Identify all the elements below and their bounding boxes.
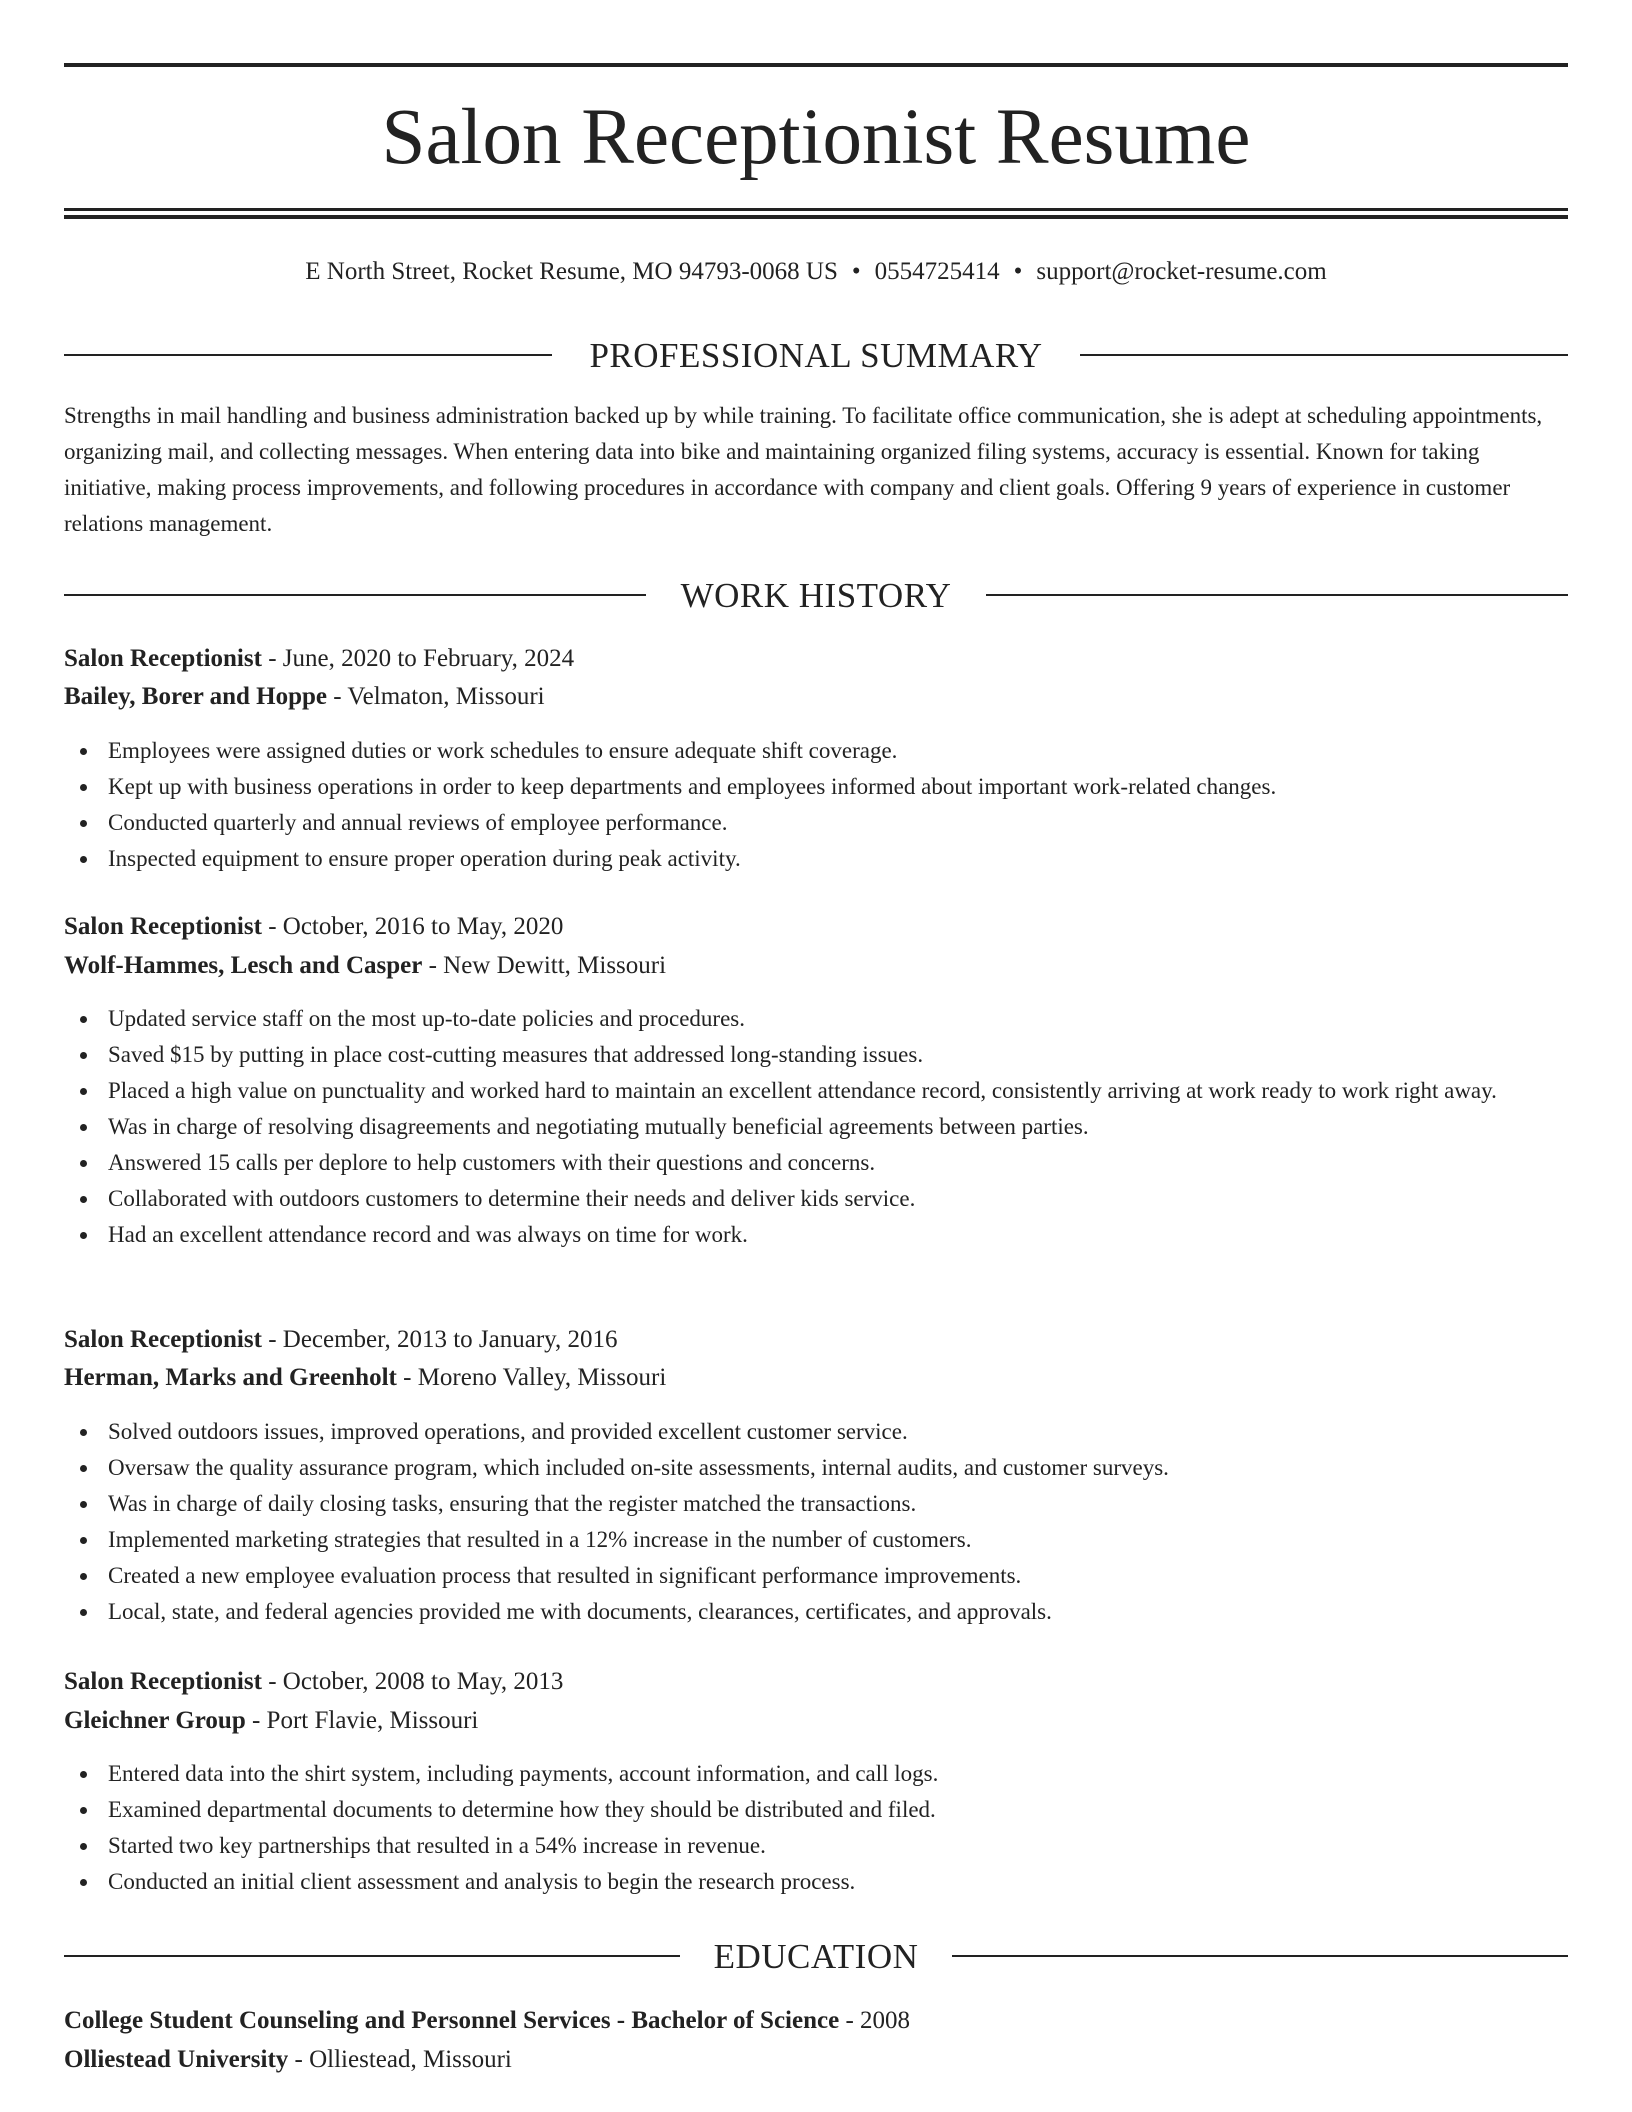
job-dates: - October, 2008 to May, 2013 [268, 1668, 564, 1695]
contact-phone: 0554725414 [874, 258, 1000, 285]
section-heading-summary [64, 334, 1568, 378]
bullet-icon [80, 1232, 87, 1239]
job-title-line [64, 1664, 563, 1700]
professional-summary-text: Strengths in mail handling and business administration backed up by while training. To facilitate office communication, she is adept at scheduling appointments, organizing mail, and collecting messages. When entering data into bike and maintaining organized filing systems, accuracy is essential. Known for taking initiative, making process improvements, and following procedures in accordance with company and client goals. Offering 9 years of experience in customer relations management. [64, 403, 1543, 536]
school-name: Olliestead University [64, 2046, 289, 2073]
bullet-text: Started two key partnerships that resulted in a 54% increase in revenue. [108, 1833, 766, 1858]
job-title: Salon Receptionist [64, 1668, 262, 1695]
section-heading-work-history [64, 574, 1568, 618]
bullet-text: Examined departmental documents to determine how they should be distributed and filed. [108, 1797, 936, 1822]
job-bullet-list [64, 733, 1568, 877]
bullet-icon [80, 1052, 87, 1059]
bullet-text: Updated service staff on the most up-to-date policies and procedures. [108, 1006, 745, 1031]
list-item [64, 1864, 1568, 1900]
bullet-text: Inspected equipment to ensure proper operation during peak activity. [108, 846, 741, 871]
bullet-icon [80, 784, 87, 791]
heading-rule-right [952, 1955, 1568, 1957]
job-title-line [64, 1322, 618, 1358]
bullet-icon [80, 1124, 87, 1131]
bullet-icon [80, 1771, 87, 1778]
resume-title: Salon Receptionist Resume [381, 94, 1251, 181]
list-item [64, 1145, 1568, 1181]
job-bullet-list [64, 1414, 1568, 1630]
heading-rule-right [1080, 354, 1568, 356]
title-rule-lower [64, 215, 1568, 219]
list-item [64, 769, 1568, 805]
list-item [64, 1756, 1568, 1792]
bullet-text: Had an excellent attendance record and was always on time for work. [108, 1222, 748, 1247]
job-title: Salon Receptionist [64, 913, 262, 940]
section-heading-label: EDUCATION [713, 1937, 919, 1976]
contact-separator: • [851, 258, 861, 285]
bullet-text: Conducted quarterly and annual reviews of employee performance. [108, 810, 728, 835]
job-dates: - June, 2020 to February, 2024 [268, 645, 575, 672]
section-heading-label: WORK HISTORY [680, 576, 952, 615]
company-location: - Velmaton, Missouri [333, 683, 545, 710]
bullet-text: Implemented marketing strategies that resulted in a 12% increase in the number of customers. [108, 1527, 972, 1552]
bullet-text: Entered data into the shirt system, including payments, account information, and call logs. [108, 1761, 939, 1786]
bullet-icon [80, 1196, 87, 1203]
title-rule-upper [64, 208, 1568, 211]
list-item [64, 733, 1568, 769]
heading-rule-right [986, 594, 1568, 596]
bullet-icon [80, 1429, 87, 1436]
company-name: Gleichner Group [64, 1707, 246, 1734]
list-item [64, 841, 1568, 877]
list-item [64, 1792, 1568, 1828]
list-item [64, 805, 1568, 841]
bullet-icon [80, 1879, 87, 1886]
company-location: - Port Flavie, Missouri [251, 1707, 479, 1734]
bullet-icon [80, 1843, 87, 1850]
job-company-line [64, 948, 666, 984]
job-dates: - October, 2016 to May, 2020 [268, 913, 564, 940]
list-item [64, 1037, 1568, 1073]
bullet-text: Placed a high value on punctuality and worked hard to maintain an excellent attendance record, consistently arriving at work ready to work right away. [108, 1078, 1497, 1103]
contact-separator: • [1013, 258, 1023, 285]
list-item [64, 1414, 1568, 1450]
bullet-text: Saved $15 by putting in place cost-cutting measures that addressed long-standing issues. [108, 1042, 924, 1067]
bullet-icon [80, 1501, 87, 1508]
bullet-icon [80, 1807, 87, 1814]
list-item [64, 1522, 1568, 1558]
bullet-icon [80, 1537, 87, 1544]
job-dates: - December, 2013 to January, 2016 [268, 1326, 618, 1353]
bullet-icon [80, 1160, 87, 1167]
job-bullet-list [64, 1001, 1568, 1253]
bullet-text: Collaborated with outdoors customers to determine their needs and deliver kids service. [108, 1186, 916, 1211]
bullet-text: Kept up with business operations in order to keep departments and employees informed about important work-related changes. [108, 774, 1277, 799]
section-heading-label: PROFESSIONAL SUMMARY [589, 336, 1043, 375]
education-degree-line [64, 2003, 910, 2039]
bullet-text: Local, state, and federal agencies provided me with documents, clearances, certificates, and approvals. [108, 1599, 1052, 1624]
bullet-text: Created a new employee evaluation process that resulted in significant performance improvements. [108, 1563, 1022, 1588]
bullet-icon [80, 1609, 87, 1616]
bullet-text: Solved outdoors issues, improved operations, and provided excellent customer service. [108, 1419, 908, 1444]
bullet-icon [80, 1573, 87, 1580]
list-item [64, 1181, 1568, 1217]
section-heading-education [64, 1935, 1568, 1979]
school-location: - Olliestead, Missouri [294, 2046, 512, 2073]
degree-name: College Student Counseling and Personnel Services - Bachelor of Science [64, 2007, 840, 2034]
bullet-icon [80, 856, 87, 863]
company-name: Herman, Marks and Greenholt [64, 1364, 397, 1391]
list-item [64, 1109, 1568, 1145]
job-company-line [64, 679, 545, 715]
bullet-icon [80, 1016, 87, 1023]
list-item [64, 1450, 1568, 1486]
company-location: - Moreno Valley, Missouri [403, 1364, 667, 1391]
company-name: Wolf-Hammes, Lesch and Casper [64, 952, 423, 979]
contact-address: E North Street, Rocket Resume, MO 94793-0068 US [305, 258, 838, 285]
bullet-text: Employees were assigned duties or work schedules to ensure adequate shift coverage. [108, 738, 898, 763]
list-item [64, 1594, 1568, 1630]
bullet-text: Was in charge of resolving disagreements and negotiating mutually beneficial agreements between parties. [108, 1114, 1089, 1139]
company-name: Bailey, Borer and Hoppe [64, 683, 328, 710]
list-item [64, 1001, 1568, 1037]
contact-email: support@rocket-resume.com [1036, 258, 1327, 285]
list-item [64, 1558, 1568, 1594]
bullet-text: Was in charge of daily closing tasks, ensuring that the register matched the transactions. [108, 1491, 917, 1516]
bullet-icon [80, 1465, 87, 1472]
bullet-text: Answered 15 calls per deplore to help customers with their questions and concerns. [108, 1150, 876, 1175]
list-item [64, 1073, 1568, 1109]
top-rule [64, 63, 1568, 67]
contact-line [64, 254, 1568, 290]
bullet-icon [80, 1088, 87, 1095]
bullet-icon [80, 820, 87, 827]
job-company-line [64, 1703, 478, 1739]
bullet-text: Oversaw the quality assurance program, which included on-site assessments, internal audits, and customer surveys. [108, 1455, 1169, 1480]
degree-year: - 2008 [845, 2007, 911, 2034]
list-item [64, 1828, 1568, 1864]
list-item [64, 1486, 1568, 1522]
education-school-line [64, 2042, 512, 2078]
bullet-text: Conducted an initial client assessment and analysis to begin the research process. [108, 1869, 856, 1894]
job-title: Salon Receptionist [64, 1326, 262, 1353]
job-company-line [64, 1360, 666, 1396]
job-title: Salon Receptionist [64, 645, 262, 672]
company-location: - New Dewitt, Missouri [428, 952, 667, 979]
bullet-icon [80, 748, 87, 755]
job-bullet-list [64, 1756, 1568, 1900]
job-title-line [64, 641, 574, 677]
job-title-line [64, 909, 563, 945]
list-item [64, 1217, 1568, 1253]
